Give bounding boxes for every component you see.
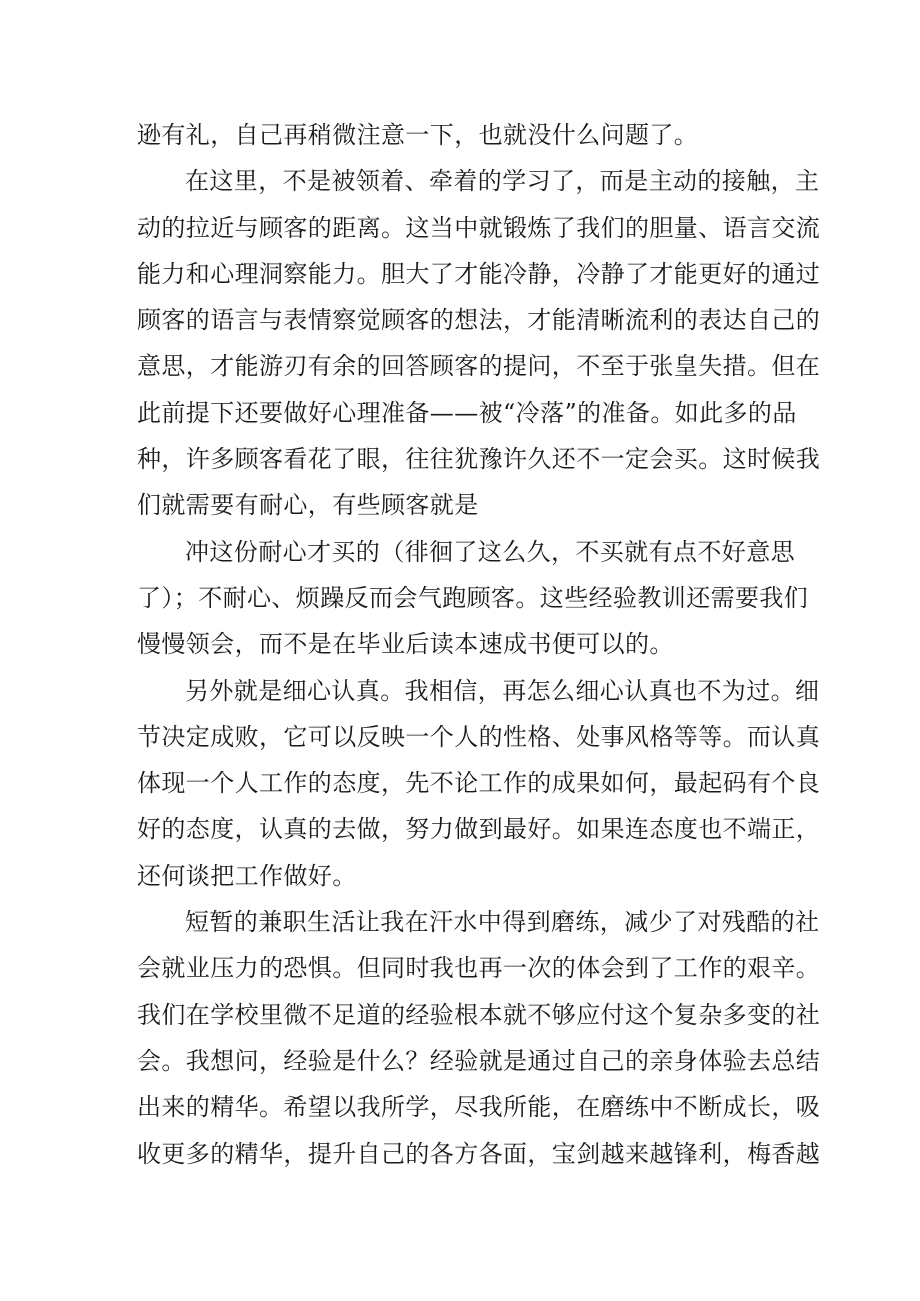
text-line: 能力和心理洞察能力。胆大了才能冷静，冷静了才能更好的通过 bbox=[137, 259, 821, 288]
document-body bbox=[137, 112, 821, 1177]
text-line: 在这里，不是被领着、牵着的学习了，而是主动的接触，主 bbox=[185, 167, 820, 196]
text-line: 体现一个人工作的态度，先不论工作的成果如何，最起码有个良 bbox=[137, 769, 821, 798]
text-line: 短暂的兼职生活让我在汗水中得到磨练，减少了对残酷的社 bbox=[185, 908, 820, 937]
text-line: 我们在学校里微不足道的经验根本就不够应付这个复杂多变的社 bbox=[137, 1000, 821, 1029]
text-line: 种，许多顾客看花了眼，往往犹豫许久还不一定会买。这时候我 bbox=[137, 445, 821, 474]
text-line: 节决定成败，它可以反映一个人的性格、处事风格等等。而认真 bbox=[137, 722, 821, 751]
text-line: 另外就是细心认真。我相信，再怎么细心认真也不为过。细 bbox=[185, 676, 820, 705]
text-line: 此前提下还要做好心理准备——被“冷落”的准备。如此多的品 bbox=[137, 398, 797, 427]
text-line: 了）；不耐心、烦躁反而会气跑顾客。这些经验教训还需要我们 bbox=[137, 583, 809, 612]
text-line: 动的拉近与顾客的距离。这当中就锻炼了我们的胆量、语言交流 bbox=[137, 213, 821, 242]
text-line: 会就业压力的恐惧。但同时我也再一次的体会到了工作的艰辛。 bbox=[137, 954, 821, 983]
text-line: 冲这份耐心才买的（徘徊了这么久，不买就有点不好意思 bbox=[185, 537, 795, 566]
text-line: 顾客的语言与表情察觉顾客的想法，才能清晰流利的表达自己的 bbox=[137, 306, 821, 335]
text-line: 好的态度，认真的去做，努力做到最好。如果连态度也不端正， bbox=[137, 815, 821, 844]
text-line: 出来的精华。希望以我所学，尽我所能，在磨练中不断成长，吸 bbox=[137, 1093, 821, 1122]
text-line: 逊有礼，自己再稍微注意一下，也就没什么问题了。 bbox=[137, 121, 699, 149]
text-line: 慢慢领会，而不是在毕业后读本速成书便可以的。 bbox=[137, 630, 674, 659]
text-line: 收更多的精华，提升自己的各方各面，宝剑越来越锋利，梅香越 bbox=[137, 1139, 821, 1168]
text-line: 们就需要有耐心，有些顾客就是 bbox=[137, 491, 479, 520]
text-line: 还何谈把工作做好。 bbox=[137, 861, 357, 890]
text-line: 会。我想问，经验是什么？经验就是通过自己的亲身体验去总结 bbox=[137, 1046, 821, 1075]
text-line: 意思，才能游刃有余的回答顾客的提问，不至于张皇失措。但在 bbox=[137, 352, 821, 381]
